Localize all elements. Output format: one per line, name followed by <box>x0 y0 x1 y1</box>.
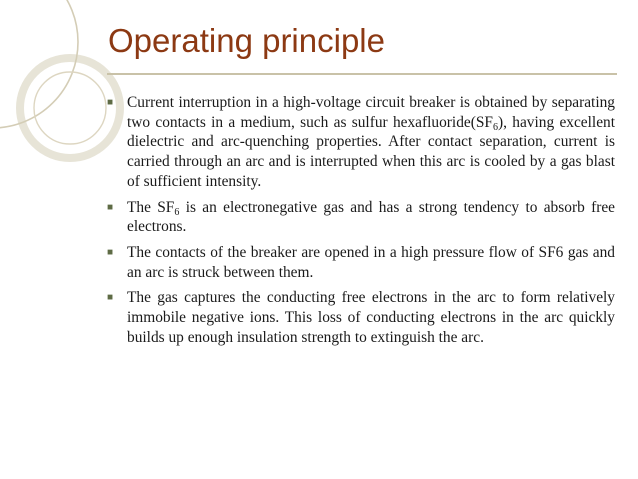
slide-title: Operating principle <box>108 22 385 59</box>
bullet-text: The gas captures the conducting free electrons in the arc to form relatively immobile negative ions. This loss of conducting electrons in the arc quickly builds up enough insulation strength to extinguish the arc. <box>127 289 615 346</box>
bullet-item <box>105 288 615 347</box>
bullet-text-part: is an electronegative gas and has a strong tendency to absorb free electrons. <box>127 198 615 236</box>
subscript: 6 <box>174 206 180 218</box>
bullet-item <box>105 93 615 192</box>
bullet-text <box>127 93 615 192</box>
title-divider <box>107 73 617 75</box>
bullet-text <box>127 198 615 237</box>
decorative-ring-small <box>34 72 106 144</box>
bullet-item <box>105 198 615 237</box>
subscript: 6 <box>492 121 498 133</box>
bullet-text-part: ), having excellent dielectric and arc-quenching properties. After contact separation, current is carried through an arc and is interrupted when this arc is cooled by a gas blast of sufficient intensity. <box>127 113 615 190</box>
bullet-list <box>105 93 615 353</box>
bullet-text: The contacts of the breaker are opened in a high pressure flow of SF6 gas and an arc is struck between them. <box>127 243 615 281</box>
square-bullet-icon: ■ <box>107 201 114 213</box>
square-bullet-icon: ■ <box>107 97 114 108</box>
square-bullet-icon: ■ <box>107 292 114 304</box>
bullet-item <box>105 243 615 282</box>
bullet-text-part: The SF <box>127 198 175 216</box>
bullet-text-part: Current interruption in a high-voltage circuit breaker is obtained by separating two contacts in a medium, such as sulfur hexafluoride(SF <box>127 94 615 131</box>
square-bullet-icon: ■ <box>107 246 114 258</box>
